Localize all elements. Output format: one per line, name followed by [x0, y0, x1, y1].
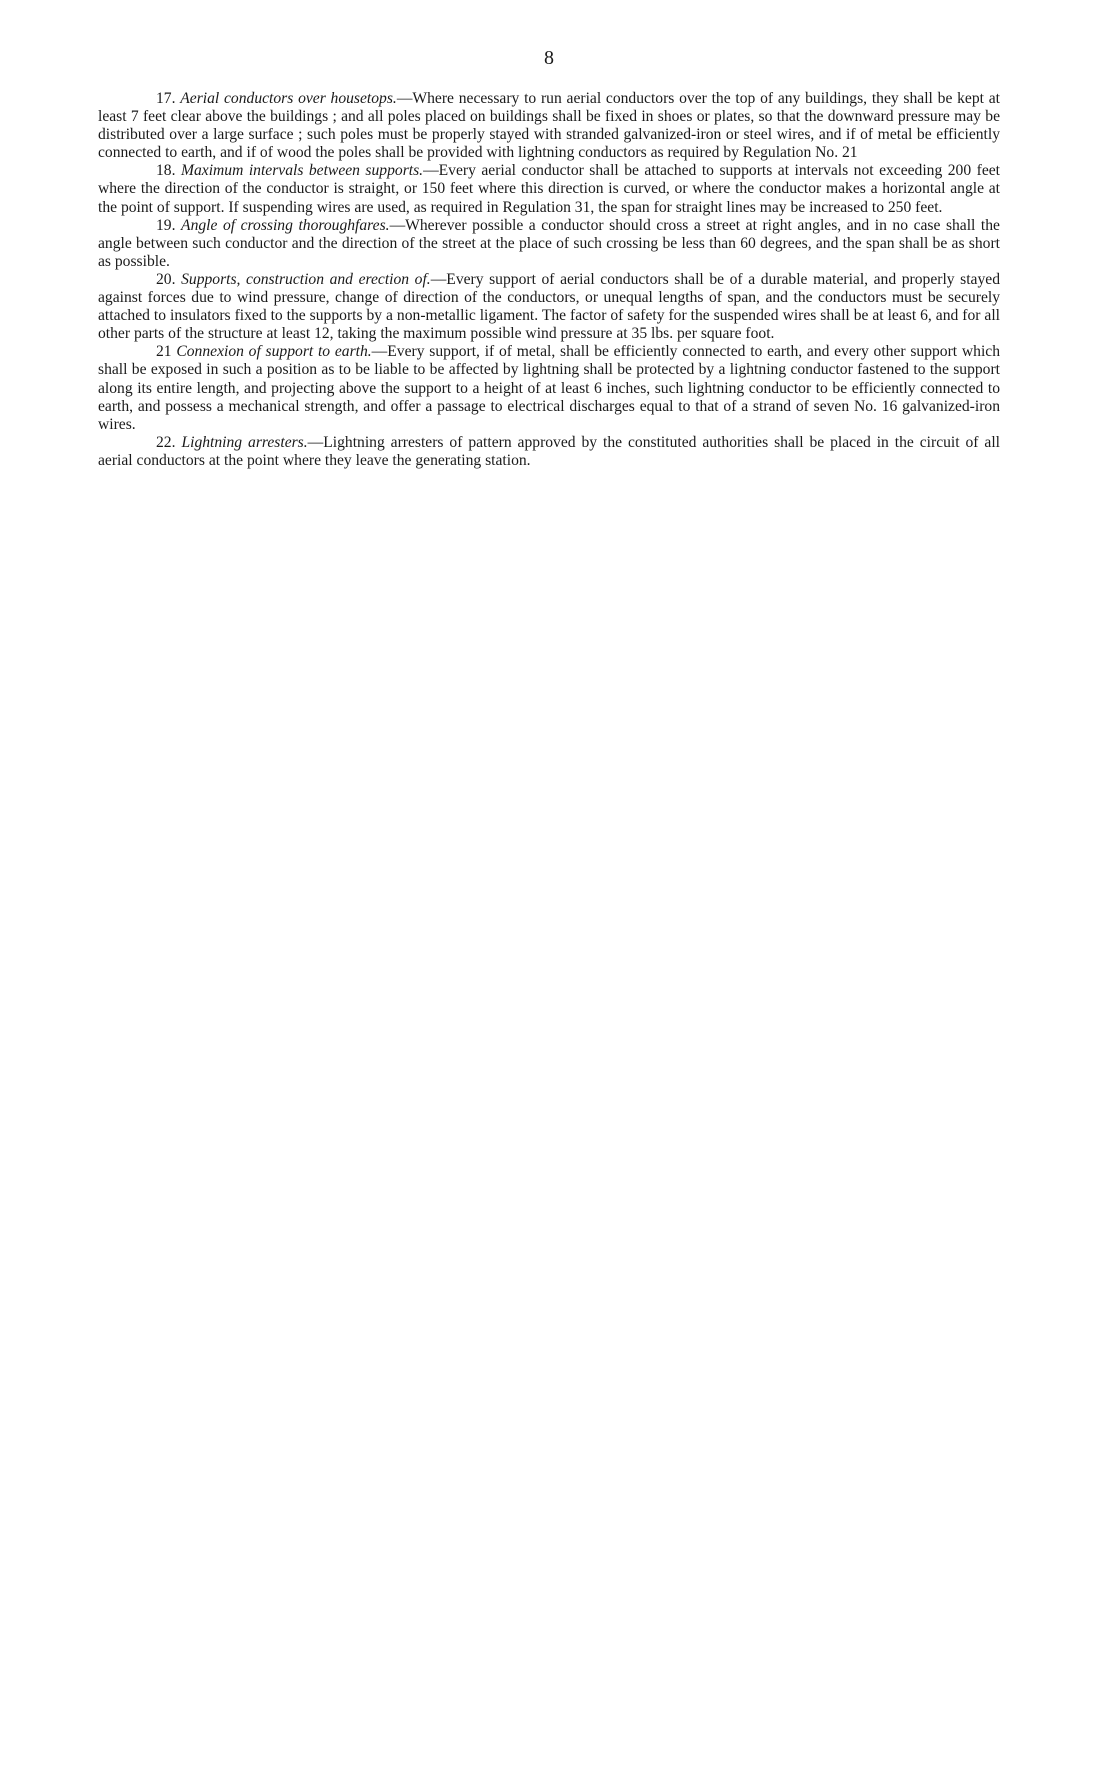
regulation-title: Angle of crossing thoroughfares.: [181, 216, 390, 234]
regulation-text: —Every aerial conductor shall be attached to supports at intervals not exceeding 200 feet where the direction of the conductor is straight, or 150 feet where this direction is curved, or where the conductor makes a horizontal angle at the point of support. If suspending wires are used, as required in Regulation 31, the span for straight lines may be increased to 250 feet.: [98, 162, 1000, 216]
regulation-text: —Wherever possible a conductor should cross a street at right angles, and in no case shall the angle between such conductor and the direction of the street at the place of such crossing be less than 60 degrees, and the span shall be as short as possible.: [98, 216, 1000, 270]
regulation-title: Aerial conductors over housetops.: [180, 90, 397, 107]
regulation-title: Connexion of support to earth.: [176, 343, 372, 361]
regulation-text: —Where necessary to run aerial conductors over the top of any buildings, they shall be kept at least 7 feet clear above the buildings ; and all poles placed on buildings shall be fixed in shoes or plates, so that the downward pressure may be distributed over a large surface ; such poles must be properly stayed with stranded galvanized-iron or steel wires, and if of metal be efficiently connected to earth, and if of wood the poles shall be provided with lightning conductors as required by Regulation No. 21: [98, 90, 1000, 162]
page-number: 8: [544, 47, 554, 69]
regulation-number: 17.: [156, 90, 176, 107]
regulation-22: [98, 434, 1000, 470]
regulation-number: 19.: [156, 216, 176, 234]
document-page: [98, 46, 1000, 470]
regulation-title: Maximum intervals between supports.: [180, 162, 424, 180]
regulation-number: 18.: [156, 162, 176, 180]
regulations-list: [98, 90, 1000, 470]
regulation-text: —Every support of aerial conductors shall be of a durable material, and properly stayed against forces due to wind pressure, change of direction of the conductors, or unequal lengths of span, and the conductors must be securely attached to insulators fixed to the supports by a non-metallic ligament. The factor of safety for the suspended wires shall be at least 6, and for all other parts of the structure at least 12, taking the maximum possible wind pressure at 35 lbs. per square foot.: [98, 270, 1000, 343]
regulation-19: [98, 217, 1000, 271]
regulation-17: [98, 90, 1000, 162]
regulation-20: [98, 271, 1000, 343]
regulation-number: 21: [156, 343, 172, 361]
regulation-title: Lightning arresters.: [181, 433, 308, 451]
regulation-title: Supports, construction and erection of.: [181, 270, 431, 288]
regulation-18: [98, 162, 1000, 216]
regulation-number: 22.: [156, 433, 176, 451]
regulation-text: —Lightning arresters of pattern approved by the constituted authorities shall be placed in the circuit of all aerial conductors at the point where they leave the generating station.: [98, 433, 1001, 469]
regulation-text: —Every support, if of metal, shall be efficiently connected to earth, and every other support which shall be exposed in such a position as to be liable to be affected by lightning shall be protected by a lightning conductor fastened to the support along its entire length, and projecting above the support to a height of at least 6 inches, such lightning conductor to be efficiently connected to earth, and possess a mechanical strength, and offer a passage to electrical discharges equal to that of a strand of seven No. 16 galvanized-iron wires.: [98, 343, 1000, 433]
regulation-21: [98, 343, 1000, 433]
regulation-number: 20.: [156, 270, 176, 288]
